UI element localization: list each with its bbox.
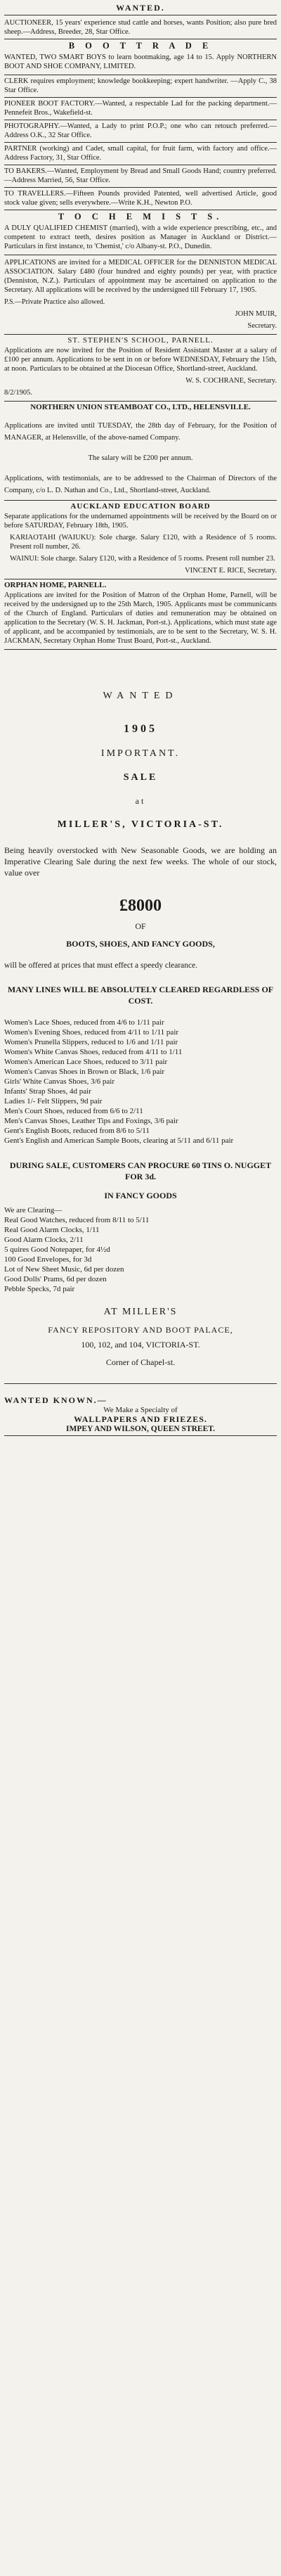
education-kariaotahi: KARIAOTAHI (WAIUKU): Sole charge. Salary £120, with a Residence of 5 rooms. Present roll number, 26. [10,534,277,551]
wanted-heading: WANTED. [116,3,165,13]
ad-education-board [4,501,277,579]
list-item: Good Alarm Clocks, 2/11 [4,1236,84,1244]
footer-name: FANCY REPOSITORY AND BOOT PALACE, [48,1325,233,1335]
medical-ps: P.S.—Private Practice also allowed. [4,298,105,306]
list-item: Men's Canvas Shoes, Leather Tips and Foxings, 3/6 pair [4,1117,178,1125]
sale-during: DURING SALE, CUSTOMERS CAN PROCURE 60 TINS O. NUGGET FOR 3d. [9,1160,272,1181]
list-item: Real Good Watches, reduced from 8/11 to 5/11 [4,1216,150,1224]
list-item: Women's American Lace Shoes, reduced to 3/11 pair [4,1058,168,1066]
education-title: AUCKLAND EDUCATION BOARD [70,502,211,511]
chemists-title: T O C H E M I S T S. [58,212,223,222]
newspaper-page [0,3,281,2576]
classified-column [4,3,277,1436]
orphan-body: Applications are invited for the Position of Matron of the Orphan Home, Parnell, will be received by the undersigned up to the 25th March, 1905. Applicants must be communicants of the Church of England. Particulars of duties and remuneration may be obtained on application to the Secretary (W. S. H. Jackman, Port-st.). Applications, which must state age of applicant, and be accompanied by testimonials, are to be sent to the Secretary, W. S. H. JACKMAN, Secretary Orphan Home Trust Board, Port-st., Auckland. [4,591,277,645]
sale-of: OF [135,921,146,931]
list-item: Women's Prunella Slippers, reduced to 1/6 and 1/11 pair [4,1038,178,1046]
list-item: Women's Lace Shoes, reduced from 4/6 to 1/11 pair [4,1018,164,1027]
list-item: Women's Canvas Shoes in Brown or Black, 1/6 pair [4,1068,165,1076]
list-item: Men's Court Shoes, reduced from 6/6 to 2/11 [4,1107,143,1115]
medical-signature-title: Secretary. [247,322,277,330]
sale-sale: SALE [123,772,158,783]
education-wainui: WAINUI: Sole charge. Salary £120, with a Residence of 5 rooms. Present roll number 23. [10,555,275,563]
sale-at: at [135,796,146,806]
steamboat-body-1: Applications are invited until TUESDAY, the 28th day of February, for the Position of MANAGER, at Helensville, of the above-named Company. [4,422,277,442]
list-item: Women's White Canvas Shoes, reduced from 4/11 to 1/11 [4,1048,183,1056]
specialty: We Make a Specialty of [103,1406,178,1414]
orphan-title: ORPHAN HOME, PARNELL. [4,581,107,589]
list-item: Pebble Specks, 7d pair [4,1285,75,1293]
list-item: Gent's English Boots, reduced from 8/6 to 5/11 [4,1127,150,1135]
products: WALLPAPERS AND FRIEZES. [74,1414,207,1424]
wanted-known: WANTED KNOWN.— [4,1395,107,1405]
sale-reduction: will be offered at prices that must effect a speedy clearance. [4,961,198,970]
ad-millers-sale [4,650,277,1384]
spacer [4,411,277,418]
ad-photography: PHOTOGRAPHY.—Wanted, a Lady to print P.O.P.; one who can retouch preferred.—Address O.K., 32 Star Office. [4,120,277,143]
ad-orphan-home [4,579,277,650]
list-item: Girls' White Canvas Shoes, 3/6 pair [4,1077,115,1086]
spacer [4,445,277,452]
boot-trade-body: WANTED, TWO SMART BOYS to learn bootmaking, age 14 to 15. Apply NORTHERN BOOT AND SHOE COMPANY, LIMITED. [4,53,277,70]
ad-st-stephens-school [4,335,277,402]
sale-important: IMPORTANT. [100,748,181,759]
sale-goods: BOOTS, SHOES, AND FANCY GOODS, [66,939,215,949]
steamboat-body-2: Applications, with testimonials, are to be addressed to the Chairman of Directors of the Company, c/o L. D. Nathan and Co., Ltd., Shortland-street, Auckland. [4,475,277,494]
ad-steamboat [4,402,277,501]
stephens-date: 8/2/1905. [4,389,32,397]
chemists-body: A DULY QUALIFIED CHEMIST (married), with a wide experience prescribing, etc., and competent to extract teeth, desires position as Manager in Auckland or District.—Particulars in first instance, to 'Chemist,' c/o Albany-st. P.O., Dunedin. [4,224,277,250]
fancy-title: IN FANCY GOODS [104,1191,177,1200]
list-item: Good Dolls' Prams, 6d per dozen [4,1275,107,1283]
sale-millers: MILLER'S, VICTORIA-ST. [57,819,224,830]
list-item: 5 quires Good Notepaper, for 4½d [4,1245,110,1254]
education-signature: VINCENT E. RICE, Secretary. [185,567,277,575]
footer-address: 100, 102, and 104, VICTORIA-ST. [81,1340,200,1350]
ad-partner: PARTNER (working) and Cadet, small capital, for fruit farm, with factory and office.—Address Factory, 31, Star Office. [4,143,277,165]
ad-pioneer-boot-factory: PIONEER BOOT FACTORY.—Wanted, a respectable Lad for the packing department.—Pennefeit Bros., Wakefield-st. [4,98,277,120]
sale-item-list [4,1018,277,1146]
steamboat-salary: The salary will be £200 per annum. [88,454,193,462]
list-item: Real Good Alarm Clocks, 1/11 [4,1226,100,1234]
fancy-intro: We are Clearing— [4,1206,63,1215]
list-item: Lot of New Sheet Music, 6d per dozen [4,1265,124,1274]
sale-wanted: WANTED [103,691,178,701]
list-item: Ladies 1/- Felt Slippers, 9d pair [4,1097,103,1106]
list-item: Women's Evening Shoes, reduced from 4/11 to 1/11 pair [4,1028,179,1037]
stephens-signature: W. S. COCHRANE, Secretary. [185,377,277,385]
stephens-title: ST. STEPHEN'S SCHOOL, PARNELL. [67,336,214,345]
sale-intro: Being heavily overstocked with New Seasonable Goods, we are holding an Imperative Clearing Sale during the next few weeks. The whole of our stock, value over [4,845,277,878]
list-item: Infants' Strap Shoes, 4d pair [4,1087,91,1096]
list-item: 100 Good Envelopes, for 3d [4,1255,92,1264]
sale-year: 1905 [124,723,157,735]
ad-wanted-known [4,1384,277,1436]
boot-trade-title: B O O T T R A D E [68,41,213,51]
list-item: Gent's English and American Sample Boots, clearing at 5/11 and 6/11 pair [4,1136,234,1145]
sale-amount: £8000 [119,897,162,915]
ad-auctioneer: AUCTIONEER, 15 years' experience stud cattle and horses, wants Position; also pure bred sheep.—Address, Breeder, 28, Star Office. [4,17,277,39]
firm: IMPEY AND WILSON, QUEEN STREET. [66,1425,215,1433]
sale-many-lines: MANY LINES WILL BE ABSOLUTELY CLEARED REGARDLESS OF COST. [7,985,274,1006]
spacer [4,464,277,471]
ad-clerk: CLERK requires employment; knowledge bookkeeping; expert handwriter. —Apply C., 38 Star Office. [4,75,277,98]
steamboat-title: NORTHERN UNION STEAMBOAT CO., LTD., HELENSVILLE. [30,403,251,411]
medical-body: APPLICATIONS are invited for a MEDICAL OFFICER for the DENNISTON MEDICAL ASSOCIATION. Salary £480 (four hundred and eighty pounds) per year, with practice (Denniston, N.Z.). Particulars of appointment may be ascertained on application to the Secretary. All applications will be received by the undersigned till February 17, 1905. [4,259,277,294]
fancy-item-list [4,1215,277,1294]
ad-bakers: TO BAKERS.—Wanted, Employment by Bread and Small Goods Hand; country preferred.—Address Married, 56, Star Office. [4,165,277,188]
medical-signature: JOHN MUIR, [235,310,277,318]
stephens-body: Applications are now invited for the Position of Resident Assistant Master at a salary of £100 per annum. Applications to be sent in on or before WEDNESDAY, February the 15th, at noon. Particulars to be obtained at the Diocesan Office, Shortland-street, Auckland. [4,347,277,373]
ad-boot-trade [4,39,277,75]
ad-medical-officer [4,255,277,335]
footer-corner: Corner of Chapel-st. [105,1357,176,1367]
education-body: Separate applications for the undernamed appointments will be received by the Board on or before SATURDAY, February 18th, 1905. [4,513,277,530]
footer-at: AT MILLER'S [103,1307,178,1317]
ad-chemists [4,210,277,255]
ad-travellers: TO TRAVELLERS.—Fifteen Pounds provided Patented, well advertised Article, good stock value given; sells everywhere.—Write K.H., Newton P.O. [4,188,277,210]
